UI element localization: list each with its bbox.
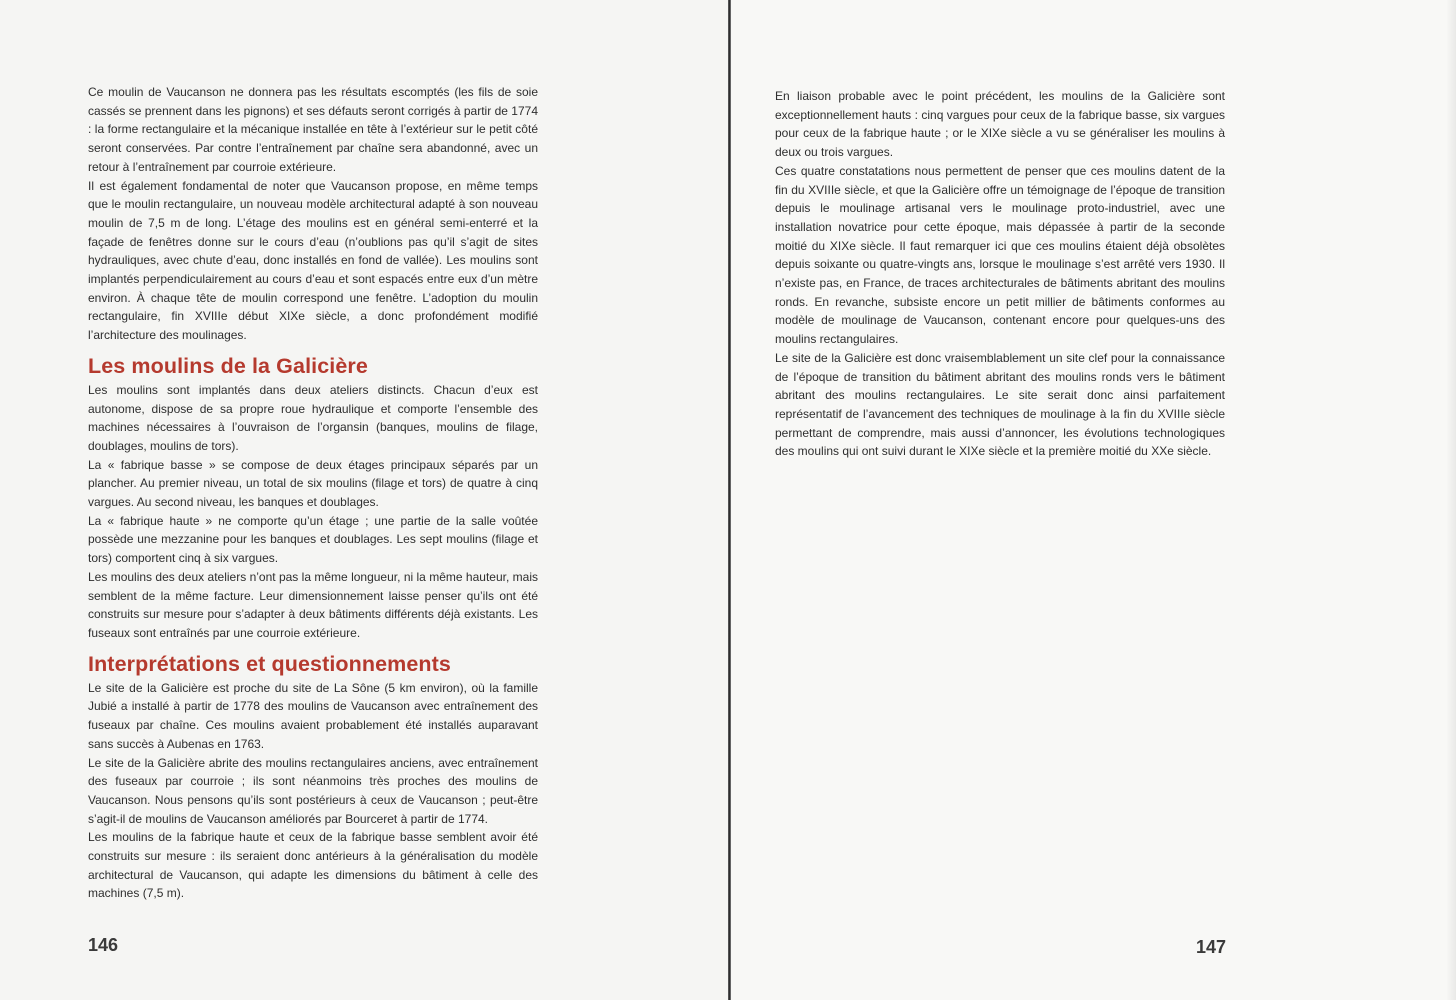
- section-heading-galiciere: Les moulins de la Galicière: [88, 353, 368, 378]
- paragraph: Les moulins des deux ateliers n’ont pas la même longueur, ni la même hauteur, mais semblent de la même facture. Leur dimensionnement laisse penser qu’ils ont été construits sur mesure pour s’adapter à deux bâtiments différents déjà existants. Les fuseaux sont entraînés par une courroie extérieure.: [88, 569, 538, 640]
- page-number-right: 147: [1196, 937, 1227, 957]
- paragraph: Les moulins sont implantés dans deux ateliers distincts. Chacun d’eux est autonome, dispose de sa propre roue hydraulique et comporte l’ensemble des machines nécessaires à l’ouvraison de l’organsin (banques, moulins de filage, doublages, moulins de tors).: [88, 382, 538, 453]
- right-text-column: [775, 87, 1225, 461]
- paragraph: Le site de la Galicière est proche du site de La Sône (5 km environ), où la famille Jubié a installé à partir de 1778 des moulins de Vaucanson avec entraînement des fuseaux par chaîne. Ces moulins avaient probablement été installés auparavant sans succès à Aubenas en 1763.: [88, 680, 538, 751]
- paragraph: En liaison probable avec le point précédent, les moulins de la Galicière sont exceptionnellement hauts : cinq vargues pour ceux de la fabrique basse, six vargues pour ceux de la fabrique haute ; or le XIXe siècle a vu se généraliser les moulins à deux ou trois vargues.: [775, 89, 1225, 160]
- right-page: [731, 0, 1456, 1000]
- paragraph: Ces quatre constatations nous permettent de penser que ces moulins datent de la fin du XVIIIe siècle, et que la Galicière offre un témoignage de l’époque de transition depuis le moulinage artisanal vers le moulinage proto-industriel, avec une installation novatrice pour cette époque, mais dépassée à partir de la seconde moitié du XIXe siècle. Il faut remarquer ici que ces moulins étaient déjà obsolètes depuis soixante ou quatre-vingts ans, lorsque le moulinage s’est arrêté vers 1930. Il n’existe pas, en France, de traces architecturales de bâtiments abritant des moulins ronds. En revanche, subsiste encore un petit millier de bâtiments conformes au modèle de moulinage de Vaucanson, contenant encore pour quelques-uns des moulins rectangulaires.: [775, 163, 1225, 347]
- page-edge-shadow: [1446, 0, 1456, 1000]
- page-number-left: 146: [88, 935, 119, 955]
- paragraph: La « fabrique haute » ne comporte qu’un étage ; une partie de la salle voûtée possède une mezzanine pour les banques et doublages. Les sept moulins (filage et tors) comportent cinq à six vargues.: [88, 513, 538, 566]
- paragraph: Il est également fondamental de noter que Vaucanson propose, en même temps que le moulin rectangulaire, un nouveau modèle architectural adapté à son nouveau moulin de 7,5 m de long. L’étage des moulins est en général semi-enterré et la façade de fenêtres donne sur le cours d’eau (n’oublions pas qu’il s’agit de sites hydrauliques, avec chute d’eau, donc installés en fond de vallée). Les moulins sont implantés perpendiculairement au cours d’eau et sont espacés entre eux d’un mètre environ. À chaque tête de moulin correspond une fenêtre. L’adoption du moulin rectangulaire, fin XVIIIe début XIXe siècle, a donc profondément modifié l’architecture des moulinages.: [88, 178, 538, 343]
- paragraph: Ce moulin de Vaucanson ne donnera pas les résultats escomptés (les fils de soie cassés se prennent dans les pignons) et ses défauts seront corrigés à partir de 1774 : la forme rectangulaire et la mécanique installée en tête à l’extérieur sur le petit côté seront conservées. Par contre l’entraînement par chaîne sera abandonné, avec un retour à l’entraînement par courroie extérieure.: [88, 85, 538, 174]
- paragraph: Les moulins de la fabrique haute et ceux de la fabrique basse semblent avoir été construits sur mesure : ils seraient donc antérieurs à la généralisation du modèle architectural de Vaucanson, qui adapte les dimensions du bâtiment à celle des machines (7,5 m).: [88, 830, 538, 901]
- paragraph: Le site de la Galicière abrite des moulins rectangulaires anciens, avec entraînement des fuseaux par courroie ; ils sont néanmoins très proches des moulins de Vaucanson. Nous pensons qu’ils sont postérieurs à ceux de Vaucanson ; peut-être s’agit-il de moulins de Vaucanson améliorés par Bourceret à partir de 1774.: [88, 755, 538, 826]
- paragraph: Le site de la Galicière est donc vraisemblablement un site clef pour la connaissance de l’époque de transition du bâtiment abritant des moulins ronds vers le bâtiment abritant des moulins rectangulaires. Le site serait donc ainsi parfaitement représentatif de l’avancement des techniques de moulinage à la fin du XVIIIe siècle permettant de comprendre, mais aussi d’annoncer, les évolutions technologiques des moulins qui ont suivi durant le XIXe siècle et la première moitié du XXe siècle.: [775, 350, 1225, 459]
- left-text-column: [88, 83, 538, 903]
- section-heading-interpretations: Interprétations et questionnements: [88, 651, 451, 676]
- paragraph: La « fabrique basse » se compose de deux étages principaux séparés par un plancher. Au premier niveau, un total de six moulins (filage et tors) de quatre à cinq vargues. Au second niveau, les banques et doublages.: [88, 457, 538, 510]
